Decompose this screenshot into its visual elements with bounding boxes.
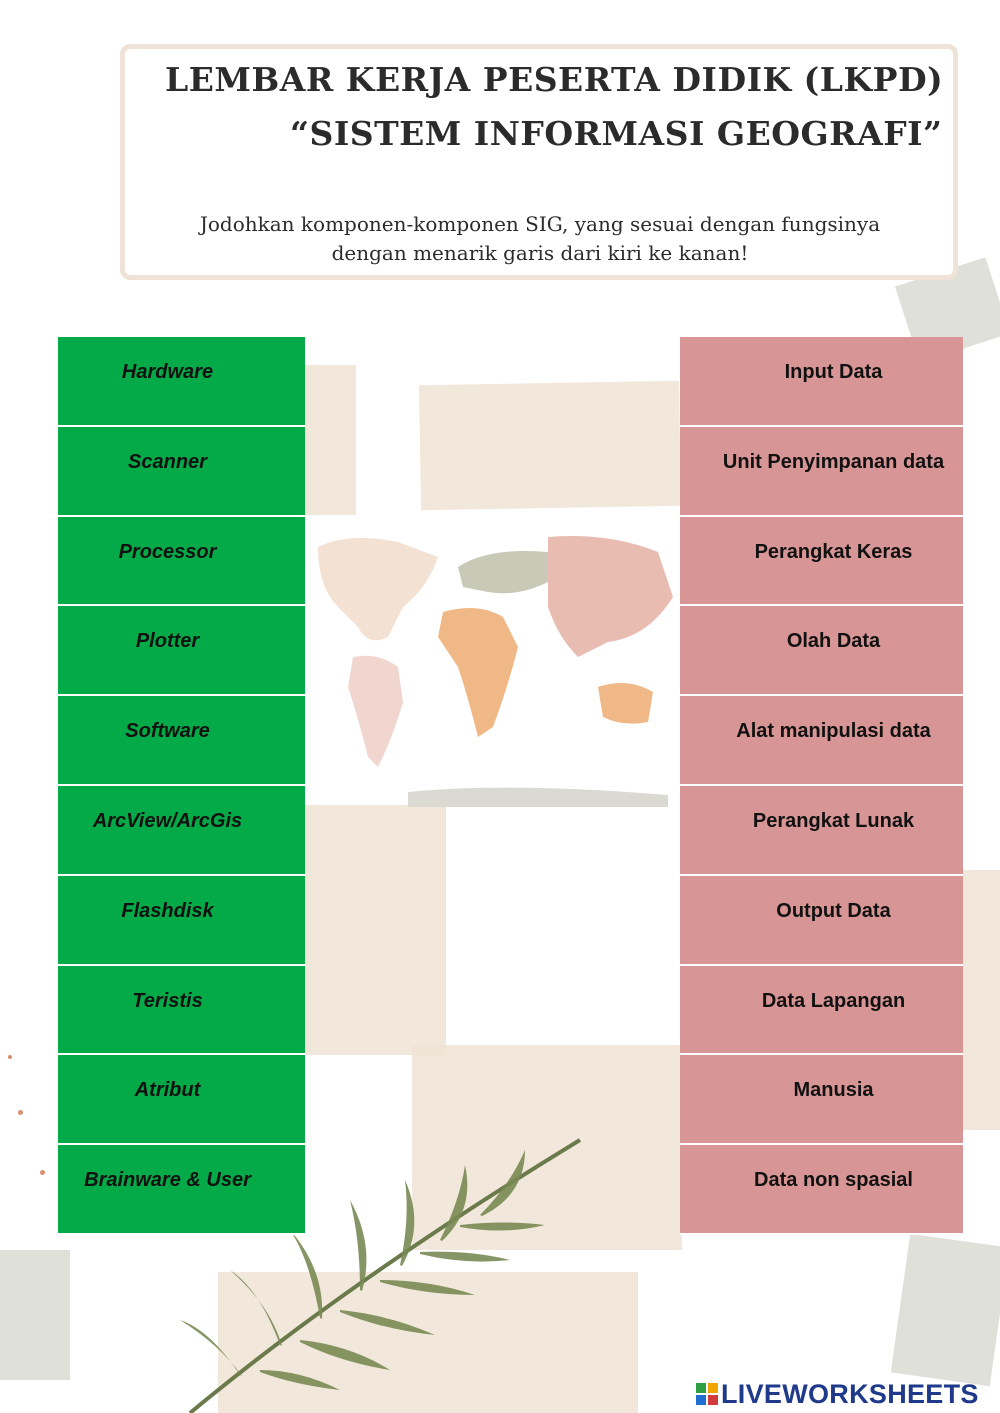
match-item-left[interactable]: Plotter xyxy=(58,606,305,696)
decor-dot xyxy=(40,1170,45,1175)
component-column xyxy=(58,337,305,1255)
match-item-left[interactable]: Software xyxy=(58,696,305,786)
paper-tape-upper xyxy=(419,381,681,511)
match-item-left[interactable]: Processor xyxy=(58,517,305,607)
match-item-right[interactable]: Output Data xyxy=(680,876,963,966)
logo-text: LIVEWORKSHEETS xyxy=(721,1378,979,1409)
match-item-right[interactable]: Data Lapangan xyxy=(680,966,963,1056)
match-item-right[interactable]: Olah Data xyxy=(680,606,963,696)
match-item-left[interactable]: Teristis xyxy=(58,966,305,1056)
liveworksheets-logo xyxy=(696,1378,979,1410)
function-column xyxy=(680,337,963,1255)
page-subtitle: “SISTEM INFORMASI GEOGRAFI” xyxy=(290,114,943,153)
world-map-illustration xyxy=(308,527,678,807)
instruction-text-line1: Jodohkan komponen-komponen SIG, yang sesuai dengan fungsinya xyxy=(199,212,881,236)
logo-squares-icon xyxy=(696,1383,718,1405)
paper-tape-gray-bottomleft xyxy=(0,1250,70,1380)
match-item-left[interactable]: ArcView/ArcGis xyxy=(58,786,305,876)
match-item-right[interactable]: Perangkat Lunak xyxy=(680,786,963,876)
match-item-left[interactable]: Scanner xyxy=(58,427,305,517)
decor-dot xyxy=(18,1110,23,1115)
match-item-left[interactable]: Hardware xyxy=(58,337,305,427)
match-item-right[interactable]: Data non spasial xyxy=(680,1145,963,1235)
match-item-right[interactable]: Input Data xyxy=(680,337,963,427)
instruction-text-line2: dengan menarik garis dari kiri ke kanan! xyxy=(331,241,749,265)
match-item-right[interactable]: Perangkat Keras xyxy=(680,517,963,607)
match-item-left[interactable]: Brainware & User xyxy=(58,1145,305,1235)
paper-tape-top xyxy=(300,365,356,515)
match-item-left[interactable]: Atribut xyxy=(58,1055,305,1145)
paper-tape-right xyxy=(962,870,1000,1130)
match-item-left[interactable]: Flashdisk xyxy=(58,876,305,966)
decor-dot xyxy=(8,1055,12,1059)
match-item-right[interactable]: Unit Penyimpanan data xyxy=(680,427,963,517)
page-title: LEMBAR KERJA PESERTA DIDIK (LKPD) xyxy=(165,60,944,99)
match-item-right[interactable]: Manusia xyxy=(680,1055,963,1145)
paper-tape-mid xyxy=(300,805,446,1055)
paper-tape-gray-bottomright xyxy=(891,1234,1000,1387)
match-item-right[interactable]: Alat manipulasi data xyxy=(680,696,963,786)
